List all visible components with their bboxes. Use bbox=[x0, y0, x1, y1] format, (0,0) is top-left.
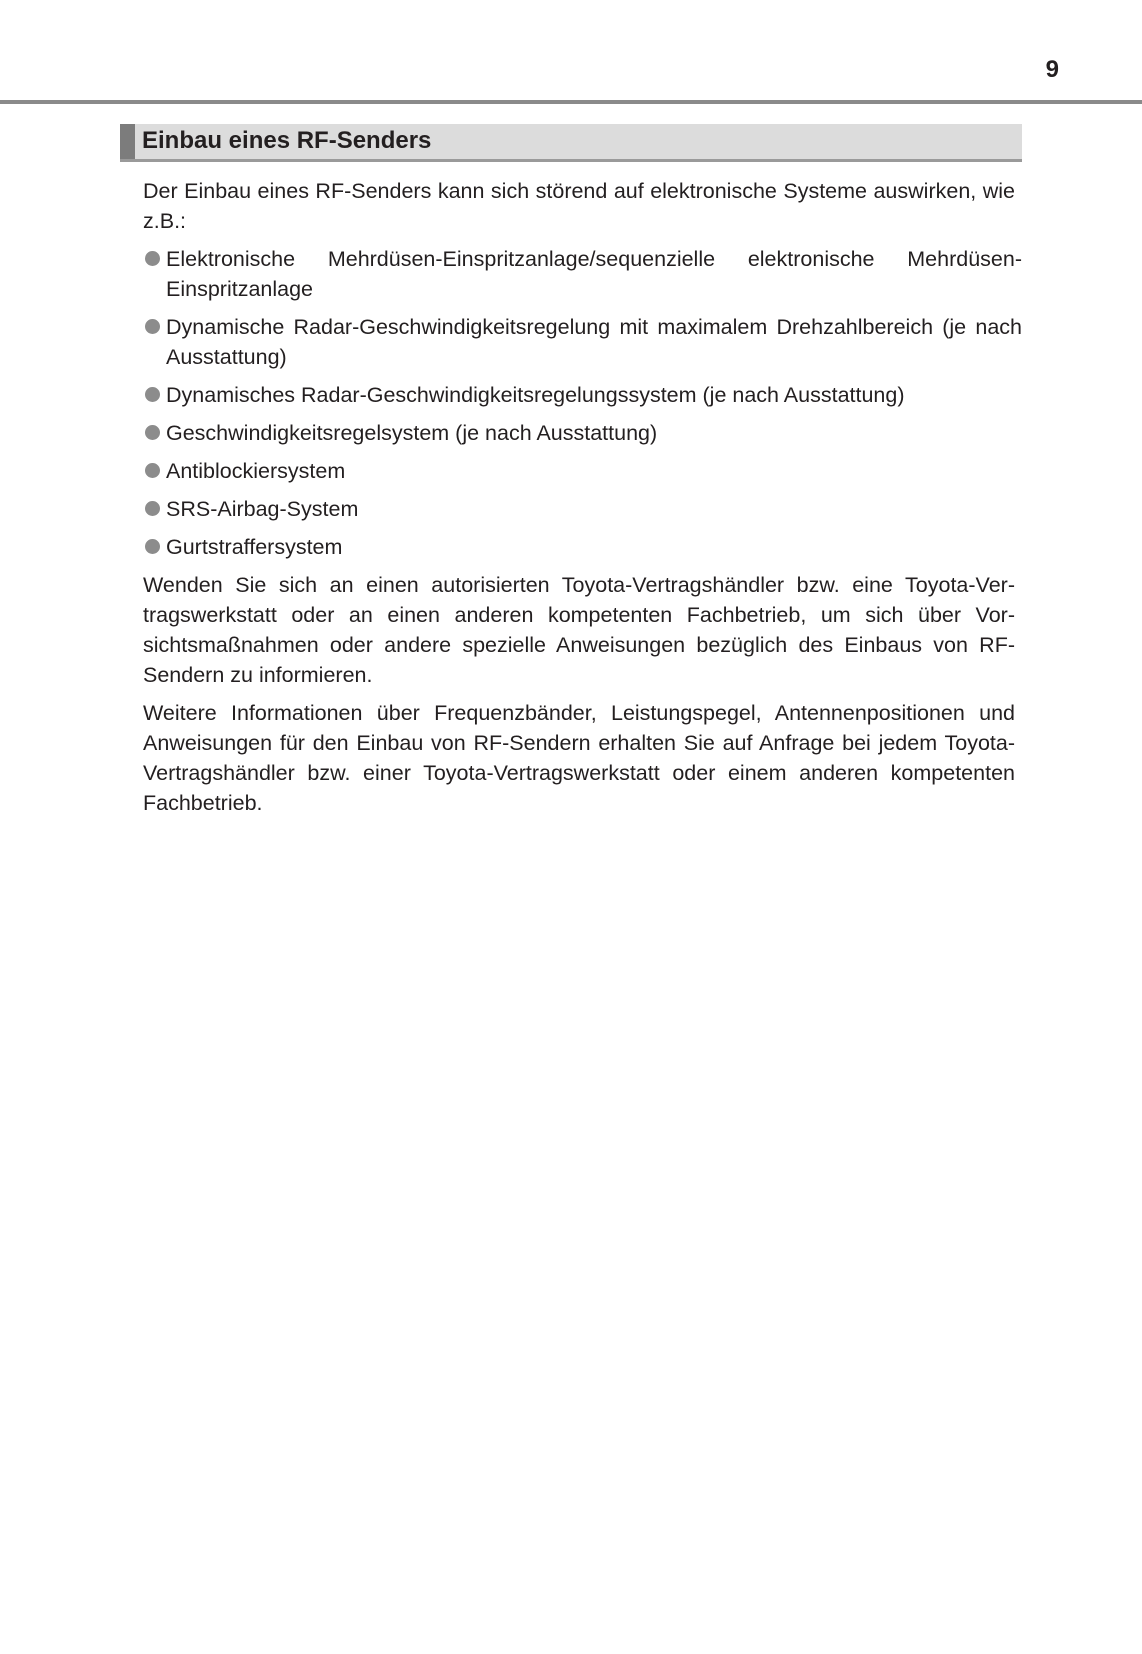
list-item-text: Elektronische Mehrdüsen-Einspritzanlage/sequenzielle elektronische Mehrdüsen-Einspritzanlage bbox=[166, 247, 1022, 301]
list-item-text: SRS-Airbag-System bbox=[166, 497, 359, 521]
bullet-dot-icon bbox=[145, 319, 160, 334]
header-rule bbox=[0, 100, 1142, 104]
list-item-text: Dynamische Radar-Geschwindigkeitsregelung mit maximalem Drehzahlbereich (je nach Ausstattung) bbox=[166, 315, 1022, 369]
dealer-paragraph: Wenden Sie sich an einen autorisierten Toyota-Vertragshändler bzw. eine Toyota-Vertragswerkstatt oder an einen anderen kompetenten Fachbetrieb, um sich über Vorsichtsmaßnahmen oder andere spezielle Anweisungen bezüglich des Einbaus von RF-Sendern zu informieren. bbox=[143, 573, 1015, 687]
list-item bbox=[143, 456, 1022, 486]
intro-paragraph: Der Einbau eines RF-Senders kann sich störend auf elektronische Systeme auswirken, wie z.B.: bbox=[143, 179, 1015, 233]
bullet-dot-icon bbox=[145, 251, 160, 266]
bullet-dot-icon bbox=[145, 463, 160, 478]
list-item-text: Dynamisches Radar-Geschwindigkeitsregelungssystem (je nach Ausstattung) bbox=[166, 383, 905, 407]
bullet-dot-icon bbox=[145, 425, 160, 440]
section-header bbox=[120, 124, 1022, 162]
body-content bbox=[143, 176, 1022, 826]
page-number: 9 bbox=[1045, 56, 1059, 83]
bullet-dot-icon bbox=[145, 501, 160, 516]
list-item bbox=[143, 532, 1022, 562]
list-item bbox=[143, 418, 1022, 448]
bullet-dot-icon bbox=[145, 539, 160, 554]
list-item bbox=[143, 380, 1022, 410]
list-item-text: Antiblockiersystem bbox=[166, 459, 346, 483]
list-item-text: Gurtstraffersystem bbox=[166, 535, 343, 559]
section-header-bar bbox=[120, 124, 135, 159]
list-item-text: Geschwindigkeitsregelsystem (je nach Ausstattung) bbox=[166, 421, 658, 445]
bullet-list bbox=[143, 244, 1022, 562]
list-item bbox=[143, 244, 1022, 304]
info-paragraph: Weitere Informationen über Frequenzbänder, Leistungspegel, Antennenpositionen und Anweisungen für den Einbau von RF-Sendern erhalten Sie auf Anfrage bei jedem Toyota-Vertragshändler bzw. einer Toyota-Vertragswerkstatt oder einem anderen kompetenten Fachbetrieb. bbox=[143, 701, 1015, 815]
section-title: Einbau eines RF-Senders bbox=[142, 127, 432, 154]
list-item bbox=[143, 312, 1022, 372]
bullet-dot-icon bbox=[145, 387, 160, 402]
list-item bbox=[143, 494, 1022, 524]
